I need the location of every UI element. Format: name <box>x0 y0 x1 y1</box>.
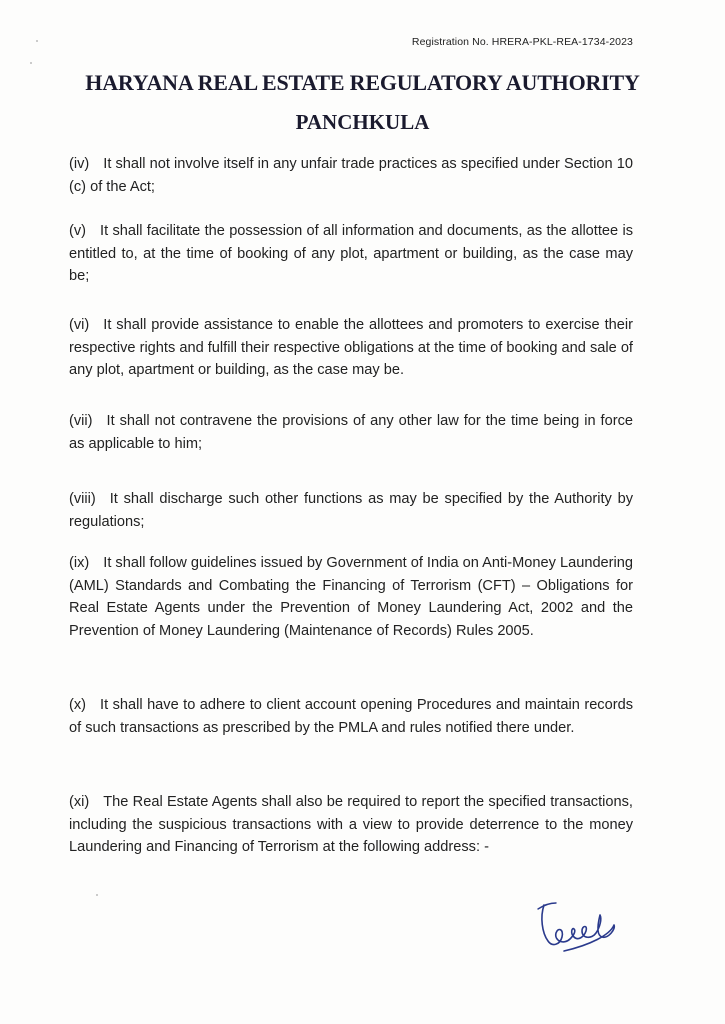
clause-vi <box>69 314 633 382</box>
clause-number: (vii) <box>69 413 93 429</box>
clause-ix <box>69 552 633 642</box>
scan-speck <box>96 894 98 896</box>
clause-iv <box>69 153 633 198</box>
clause-text: It shall have to adhere to client account opening Procedures and maintain records of such transactions as prescribed by the PMLA and rules notified there under. <box>69 697 633 736</box>
clause-v <box>69 220 633 288</box>
clause-number: (x) <box>69 697 87 713</box>
clause-text: The Real Estate Agents shall also be required to report the specified transactions, including the suspicious transactions with a view to provide deterrence to the money Laundering and Financing of Terrorism at the following address: - <box>69 794 633 855</box>
clause-vii <box>69 410 633 455</box>
clause-number: (viii) <box>69 491 96 507</box>
clause-xi <box>69 791 633 859</box>
clause-text: It shall discharge such other functions as may be specified by the Authority by regulations; <box>69 491 633 530</box>
clause-text: It shall not involve itself in any unfair trade practices as specified under Section 10 (c) of the Act; <box>69 156 633 195</box>
clause-x <box>69 694 633 739</box>
clause-number: (xi) <box>69 794 90 810</box>
clause-text: It shall not contravene the provisions of any other law for the time being in force as applicable to him; <box>69 413 633 452</box>
city-title: PANCHKULA <box>295 110 430 134</box>
clause-text: It shall provide assistance to enable the allottees and promoters to exercise their respective rights and fulfill their respective obligations at the time of booking and sale of any plot, apartment or building, as the case may be. <box>69 317 633 378</box>
clause-number: (v) <box>69 223 87 239</box>
scan-speck <box>30 62 32 64</box>
scan-speck <box>36 40 38 42</box>
clause-text: It shall facilitate the possession of all information and documents, as the allottee is entitled to, at the time of booking of any plot, apartment or building, as the case may be; <box>69 223 633 284</box>
handwritten-signature-icon <box>530 895 640 955</box>
clause-viii <box>69 488 633 533</box>
clause-number: (ix) <box>69 555 90 571</box>
authority-title: HARYANA REAL ESTATE REGULATORY AUTHORITY <box>85 70 640 95</box>
clause-text: It shall follow guidelines issued by Government of India on Anti-Money Laundering (AML) Standards and Combating the Financing of Terrorism (CFT) – Obligations for Real Estate Agents under the Prevention of Money Laundering Act, 2002 and the Prevention of Money Laundering (Maintenance of Records) Rules 2005. <box>69 555 634 639</box>
clause-number: (iv) <box>69 156 90 172</box>
clause-number: (vi) <box>69 317 90 333</box>
registration-number: Registration No. HRERA-PKL-REA-1734-2023 <box>411 36 633 48</box>
